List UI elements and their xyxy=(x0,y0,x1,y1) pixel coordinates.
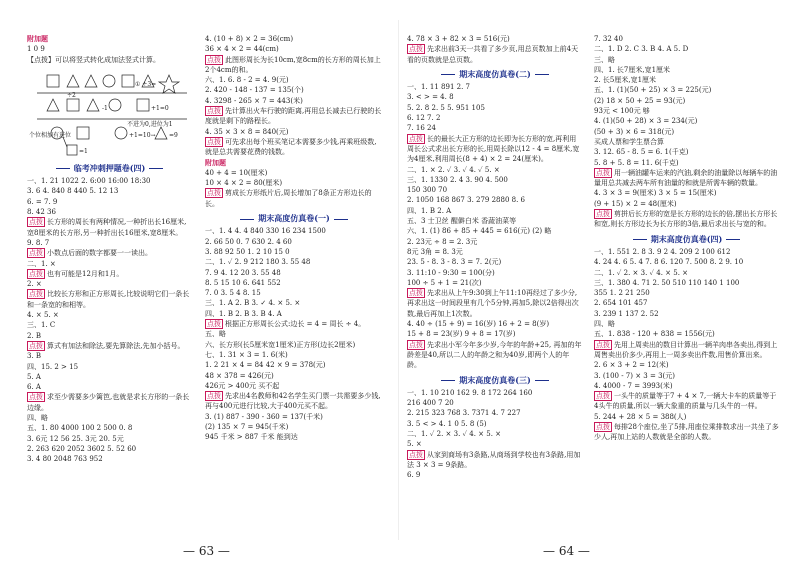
answer-line: 七、1. 31 × 3 = 1. 6(米) xyxy=(205,350,288,359)
answer-line: 7. 16 24 xyxy=(407,124,436,133)
answer-list xyxy=(205,226,383,442)
hint-text: 此图形周长为长10cm,宽8cm的长方形的周长加上2个4cm的和。 xyxy=(205,55,381,74)
exam-title: 期末高度仿真卷(四) xyxy=(594,234,779,244)
column-2 xyxy=(205,34,383,443)
answer-line: 4. 3 × 3 = 9(厘米) 3 × 5 = 15(厘米) xyxy=(594,189,717,198)
answer-line: 8元 3角 = 8. 3元 xyxy=(407,247,463,256)
answer-line: 二、1. ✓ 2. 9 212 180 3. 55 48 xyxy=(205,258,311,267)
answer-line: 3. 4 80 2048 763 952 xyxy=(27,455,103,464)
hint-text: 一头牛的质量等于7 + 4 × 7,一辆大卡车的质量等于4头牛的质量,所以一辆大象重的质量与几头牛的一样。 xyxy=(594,392,777,411)
answer-line: 4. (10 + 8) × 2 = 36(cm) xyxy=(205,35,294,43)
answer-line: 426元 > 400元 买不起 xyxy=(205,381,280,390)
hint-text: 长的最长大正方形的边长即为长方形的宽,再利用周长公式求出长方形的长,用周长除以12 - 4 = 8厘米,宽为4厘米,利用周长(8 + 4) × 2 = 24(厘米)。 xyxy=(407,134,580,164)
answer-line: 一、1. 10 210 162 9. 8 172 264 160 xyxy=(407,388,533,397)
answer-line: 5. × xyxy=(407,440,422,449)
triangle-shape xyxy=(87,99,99,111)
answer-line: 5. 8 + 5. 8 = 11. 6(千克) xyxy=(594,158,679,167)
answer-line: 2. 420 - 148 - 137 = 135(个) xyxy=(205,86,304,95)
flow-diagram xyxy=(27,67,192,159)
answer-line: 10 × 4 × 2 = 80(厘米) xyxy=(205,179,283,188)
answer-line: 二、1. × 2. ✓ 3. ✓ 4. ✓ 5. × xyxy=(407,165,500,174)
answer-line: 买成人票和学生票合算 xyxy=(594,137,664,146)
answer-line: 6. 9 xyxy=(407,471,421,480)
answer-list xyxy=(407,388,583,481)
answer-line: 3. 239 1 137 2. 52 xyxy=(594,309,659,318)
hint-note xyxy=(205,137,383,158)
answer-line: 三、1. A 2. B 3. ✓ 4. × 5. × xyxy=(205,299,301,308)
answer-line: 二、1. ✓ 2. × 3. ✓ 4. × 5. × xyxy=(594,268,689,277)
hint-tag: 点拨 xyxy=(596,210,610,219)
answer-line: 四、略 xyxy=(594,320,615,329)
answer-line: 2. 654 101 457 xyxy=(594,299,648,308)
triangle-shape xyxy=(85,75,97,87)
square-shape xyxy=(77,127,89,139)
answer-line: 四、1. B 2. B 3. B 4. A xyxy=(205,309,282,318)
hint-tag: 点拨 xyxy=(29,269,43,278)
answer-line: 3. 11:10 - 9:30 = 100(分) xyxy=(407,268,495,277)
diagram-label: +1=10→ xyxy=(129,131,156,139)
answer-line: 四、1. B 2. A xyxy=(407,206,452,215)
hint-text: 可先求出每个班买笔记本需要多少钱,再乘班级数,就是总共需要花费的钱数。 xyxy=(205,137,377,157)
answer-list xyxy=(205,168,383,209)
exam-title: 期末高度仿真卷(一) xyxy=(205,213,383,223)
answer-list xyxy=(594,247,779,443)
hint-tag: 点拨 xyxy=(207,392,221,401)
answer-line: 五、1. (1)(50 + 25) × 3 = 225(元) xyxy=(594,86,712,95)
answer-line: 六、长方形(长5厘米宽1厘米)正方形(边长2厘米) xyxy=(205,340,356,349)
hint-tag: 点拨 xyxy=(207,320,221,329)
hint-note xyxy=(205,391,383,412)
hint-text: 先求出前3天一共看了多少页,用总页数加上前4天看的页数就是总页数。 xyxy=(407,45,579,64)
answer-line: 三、1. 380 4. 71 2. 50 510 110 140 1 100 xyxy=(594,278,740,287)
answer-line: 五、3 士卫丝 醒僻白米 香蔬油菜等 xyxy=(407,217,517,226)
exam-title: 期末高度仿真卷(二) xyxy=(407,69,583,79)
answer-line: 4. 24 4. 6 5. 4 7. 8 6. 120 7. 500 8. 2 9. 10 xyxy=(594,258,744,267)
answer-line: (2) 135 × 7 = 945(千米) xyxy=(205,422,289,431)
answer-line: 五、1. 80 4000 100 2 500 0. 8 xyxy=(27,424,133,433)
answer-line: 2. B xyxy=(27,331,42,340)
diagram-label: =9 xyxy=(169,131,178,139)
column-3 xyxy=(407,34,583,480)
diagram-label: -1 xyxy=(102,104,108,112)
answer-line: 5. 2. 8 2. 5 5. 951 105 xyxy=(407,103,485,112)
answer-line: 355 1. 2 21 250 xyxy=(594,289,650,298)
answer-line: 【点拨】可以将竖式转化成加法竖式计算。 xyxy=(27,55,160,64)
hint-note xyxy=(27,341,192,351)
exam-title: 期末高度仿真卷(三) xyxy=(407,375,583,385)
answer-line: 2. 23元 ÷ 8 = 2. 3元 xyxy=(407,237,478,246)
hint-tag: 点拨 xyxy=(29,393,43,402)
hint-text: 根据正方形周长公式:边长 = 4 = 周长 ÷ 4。 xyxy=(225,320,366,329)
answer-line: 二、1. × xyxy=(27,259,56,268)
hint-note xyxy=(27,289,192,310)
answer-list xyxy=(407,82,583,370)
answer-list xyxy=(594,34,779,230)
answer-line: 7. 9 4. 12 20 3. 55 48 xyxy=(205,268,281,277)
hint-note xyxy=(594,391,779,412)
hint-tag: 点拨 xyxy=(29,249,43,258)
hint-tag: 点拨 xyxy=(596,340,610,349)
hint-text: 每排28个座位,坐了5排,用座位乘排数求出一共坐了多少人,再加上站的人数就是全部的人数。 xyxy=(594,422,779,442)
answer-line: 四、略 xyxy=(27,414,48,423)
circle-shape xyxy=(115,127,127,139)
hint-text: 也有可能是12月和1月。 xyxy=(47,269,124,278)
answer-line: 4. 40 ÷ (15 + 9) = 16(岁) 16 + 2 = 8(岁) xyxy=(407,320,550,329)
hint-tag: 点拨 xyxy=(207,107,221,116)
diagram-label: 不进为0,进位为1 xyxy=(127,120,173,128)
answer-line: 四、1. 长7厘米,宽1厘米 xyxy=(594,65,671,74)
answer-line: 8. 42 36 xyxy=(27,208,56,217)
hint-tag: 点拨 xyxy=(596,392,610,401)
hint-note xyxy=(594,422,779,443)
answer-line: 216 400 7 20 xyxy=(407,399,454,408)
square-shape xyxy=(122,75,134,87)
answer-line: 4. 3298 - 265 × 7 = 443(米) xyxy=(205,96,303,105)
hint-tag: 点拨 xyxy=(409,289,423,298)
answer-line: 3. < > = 4. 8 xyxy=(407,93,454,102)
hint-text: 长方形的周长有两种情况,一种折出长16厘米,宽8厘米的长方形,另一种折出长16厘米,宽8厘米。 xyxy=(27,218,187,237)
answer-line: 四、15. 2 > 15 xyxy=(27,362,79,371)
answer-list xyxy=(27,176,192,464)
answer-line: 7. 0 3. 5 4 8. 15 xyxy=(205,289,261,298)
answer-line: 3. B xyxy=(27,352,42,361)
answer-line: 一、1. 4 4. 4 840 330 16 234 1500 xyxy=(205,227,326,236)
hint-tag: 点拨 xyxy=(207,189,221,198)
hint-text: 先用上周卖出的数目计算出一辆羊肉串各卖出,得到上周售卖出价多少,再用上一周多卖出件数,用售价算出来。 xyxy=(594,340,778,359)
answer-line: 5. A xyxy=(27,372,41,381)
hint-note xyxy=(205,106,383,127)
answer-line: 36 × 4 × 2 = 44(cm) xyxy=(205,45,279,54)
answer-line: 六、1. (1) 86 + 85 + 445 = 616(元) (2) 略 xyxy=(407,227,552,236)
answer-line: 15 + 8 = 23(岁) 9 + 8 = 17(岁) xyxy=(407,330,516,339)
column-1 xyxy=(27,34,192,465)
answer-line: (50 + 3) × 6 = 318(元) xyxy=(594,127,675,136)
hint-note xyxy=(205,319,383,329)
flow-diagram-svg xyxy=(27,67,192,159)
hint-text: 先求出4名教师和42名学生买门票一共需要多少钱,再与400元进行比较,大于400元买不起。 xyxy=(205,392,381,411)
circle-shape xyxy=(109,99,121,111)
hint-note xyxy=(594,168,779,189)
hint-note xyxy=(205,55,383,76)
answer-line: 4. 4000 - 7 = 3993(米) xyxy=(594,381,673,390)
answer-line: (9 + 15) × 2 = 48(厘米) xyxy=(594,199,677,208)
hint-text: 先求出小军今年多少岁,今年的年龄+25, 再加的年龄差是40,所以二人的年龄之和为40岁,即两个人的年龄。 xyxy=(407,340,582,370)
page-fold xyxy=(398,20,399,540)
hint-note xyxy=(205,188,383,209)
answer-line: 三、1. 1330 2. 4 3. 90 4. 500 xyxy=(407,175,508,184)
answer-line: 5. 244 + 28 × 5 = 388(人) xyxy=(594,412,687,421)
answer-line: 2. 215 323 768 3. 7371 4. 7 227 xyxy=(407,409,521,418)
diagram-label: ÷2 xyxy=(67,91,76,99)
answer-line: 1 0 9 xyxy=(27,45,45,54)
answer-line: 40 + 4 = 10(厘米) xyxy=(205,168,268,177)
answer-line: 三、略 xyxy=(594,55,615,64)
answer-line: 2. × xyxy=(27,280,42,289)
answer-line: 8. 5 15 10 6. 641 552 xyxy=(205,278,281,287)
hint-tag: 点拨 xyxy=(207,55,221,64)
answer-line: 3. 5 < > 4. 1 0 5. 8 (5) xyxy=(407,419,487,428)
answer-list xyxy=(205,34,383,158)
hint-tag: 点拨 xyxy=(409,340,423,349)
answer-line: 4. 78 × 3 + 82 × 3 = 516(元) xyxy=(407,35,510,43)
answer-line: 93元 < 100元 够 xyxy=(594,107,650,116)
answer-line: 3. 6 4. 840 8 440 5. 12 13 xyxy=(27,187,119,196)
hint-tag: 点拨 xyxy=(409,45,423,54)
answer-line: 3. 12. 65 - 8. 5 = 6. 1(千克) xyxy=(594,148,689,157)
answer-line: 1. 2 21 × 4 = 84 42 × 9 = 378(元) xyxy=(205,361,326,370)
column-4 xyxy=(594,34,779,443)
hint-tag: 点拨 xyxy=(409,134,423,143)
section-heading: 附加题 xyxy=(27,34,48,43)
diagram-label: ① ÷3= xyxy=(135,80,157,88)
answer-line: 3. 88 92 50 1. 2 10 15 0 xyxy=(205,247,290,256)
hint-text: 比较长方形和正方形周长,比较说明它们一条长和一条宽的和相等。 xyxy=(27,290,190,309)
answer-line: 一、1. 551 2. 8 3. 9 2 4. 209 2 100 612 xyxy=(594,247,731,256)
answer-line: 2. 263 620 2052 3602 5. 52 60 xyxy=(27,444,137,453)
answer-line: 150 300 70 xyxy=(407,186,448,195)
answer-line: 945 千米 > 887 千米 能到达 xyxy=(205,433,298,442)
answer-line: 3. (1) 887 - 390 - 360 = 137(千米) xyxy=(205,412,323,421)
page-number-left: — 63 — xyxy=(183,544,230,558)
circle-shape xyxy=(103,75,115,87)
answer-line: 23. 5 - 8. 3 - 8. 3 = 7. 2(元) xyxy=(407,258,502,267)
hint-note xyxy=(407,134,583,165)
hint-tag: 点拨 xyxy=(29,290,43,299)
answer-line: (2) 18 × 50 + 25 = 93(元) xyxy=(594,96,686,105)
answer-line: 五、略 xyxy=(205,330,226,339)
answer-line: 6. A xyxy=(27,383,41,392)
diagram-label: 个位相加有进位 xyxy=(29,131,72,139)
answer-line: 二、1. D 2. C 3. B 4. A 5. D xyxy=(594,45,689,54)
triangle-shape xyxy=(67,75,79,87)
square-shape xyxy=(67,99,79,111)
hint-text: 剪拼后长方形的宽是长方形的边长的倍,摆出长方形长和宽,则长方形边长为长方形的3倍,最后求出长与宽的和。 xyxy=(594,210,778,229)
hint-note xyxy=(594,340,779,361)
hint-text: 算式有加法和除法,要先算除法,先加小括号。 xyxy=(47,341,185,350)
hint-tag: 点拨 xyxy=(207,137,221,146)
answer-line: 48 × 378 = 426(元) xyxy=(205,371,274,380)
hint-text: 小数点后面的数字都要一一读出。 xyxy=(47,249,152,258)
hint-note xyxy=(407,450,583,471)
square-shape xyxy=(47,75,59,87)
hint-note xyxy=(407,288,583,319)
answer-line: 9. 8. 7 xyxy=(27,238,50,247)
answer-line: 4. × 5. × xyxy=(27,311,59,320)
hint-note xyxy=(27,269,192,279)
hint-text: 先求出从上午9:30到上午11:10再经过了多少分,再求出这一时间段里有几个5分钟,再加5,除以2倍得出次数,最后再加上1次数。 xyxy=(407,289,579,318)
answer-line: 100 ÷ 5 + 1 = 21(次) xyxy=(407,278,482,287)
hint-note xyxy=(27,217,192,238)
answer-line: 一、1. 11 891 2. 7 xyxy=(407,83,470,92)
answer-line: 3. (100 - 7) × 3 = 3(元) xyxy=(594,371,675,380)
hint-tag: 点拨 xyxy=(29,218,43,227)
hint-text: 先计算出火车行驶的距离,再用总长减去已行驶的长度就是剩下的路程长。 xyxy=(205,107,382,126)
hint-tag: 点拨 xyxy=(596,168,610,177)
hint-text: 用一辆油罐车运来的汽油,剩余的油量除以每辆车的油量用总共减去两车所有油量的和就是所需车辆的数量。 xyxy=(594,168,778,188)
answer-line: 6. 12 7. 2 xyxy=(407,114,441,123)
answer-line: 二、1. ✓ 2. × 3. ✓ 4. × 5. × xyxy=(407,429,502,438)
hint-text: 求至少需要多少篱笆,也就是求长方形的一条长边缘。 xyxy=(27,393,190,412)
triangle-shape xyxy=(155,127,167,139)
hint-text: 剪成长方形纸片后,周长增加了8条正方形边长的长。 xyxy=(205,189,372,208)
section-heading: 附加题 xyxy=(205,157,226,167)
hint-tag: 点拨 xyxy=(596,422,610,431)
hint-note xyxy=(27,248,192,258)
answer-line: 六、1. 6. 8 - 2 = 4. 9(元) xyxy=(205,76,289,85)
hint-note xyxy=(27,392,192,413)
hint-note xyxy=(407,44,583,65)
hint-tag: 点拨 xyxy=(409,450,423,459)
answer-line: 三、1. C xyxy=(27,321,56,330)
answer-line: 2. 66 50 0. 7 630 2. 4 60 xyxy=(205,237,292,246)
hint-tag: 点拨 xyxy=(29,341,43,350)
page-number-right: — 64 — xyxy=(543,544,590,558)
answer-line: 五、1. 838 - 120 + 838 = 1556(元) xyxy=(594,330,715,339)
answer-line: 2. 1050 168 867 3. 279 2880 8. 6 xyxy=(407,196,526,205)
answer-line: 2. 长5厘米,宽1厘米 xyxy=(594,76,657,85)
answer-line: 2. 6 × 3 + 2 = 12(米) xyxy=(594,361,669,370)
answer-line: 6. = 7. 9 xyxy=(27,197,58,206)
answer-line: 4. 35 × 3 × 8 = 840(元) xyxy=(205,127,289,136)
answer-line: 3. 6元 12 56 25. 3元 20. 5元 xyxy=(27,434,124,443)
square-shape xyxy=(67,145,77,155)
square-shape xyxy=(137,99,149,111)
answer-line: 7. 32 40 xyxy=(594,35,623,43)
answer-line: 4. (1)(50 + 28) × 3 = 234(元) xyxy=(594,117,698,126)
triangle-shape xyxy=(47,99,59,111)
diagram-label: +1=0 xyxy=(151,104,169,112)
hint-note xyxy=(594,209,779,230)
hint-text: 从家到商场有3条路,从商场到学校也有3条路,用加法 3 × 3 = 9条路。 xyxy=(407,450,581,469)
hint-note xyxy=(407,340,583,371)
diagram-label: =1 xyxy=(79,147,88,155)
answer-line: 一、1. 21 1022 2. 6:00 16:00 18:30 xyxy=(27,177,151,186)
answer-list xyxy=(407,34,583,65)
exam-title: 临考冲刺押题卷(四) xyxy=(27,163,192,173)
star-shape xyxy=(159,75,179,93)
